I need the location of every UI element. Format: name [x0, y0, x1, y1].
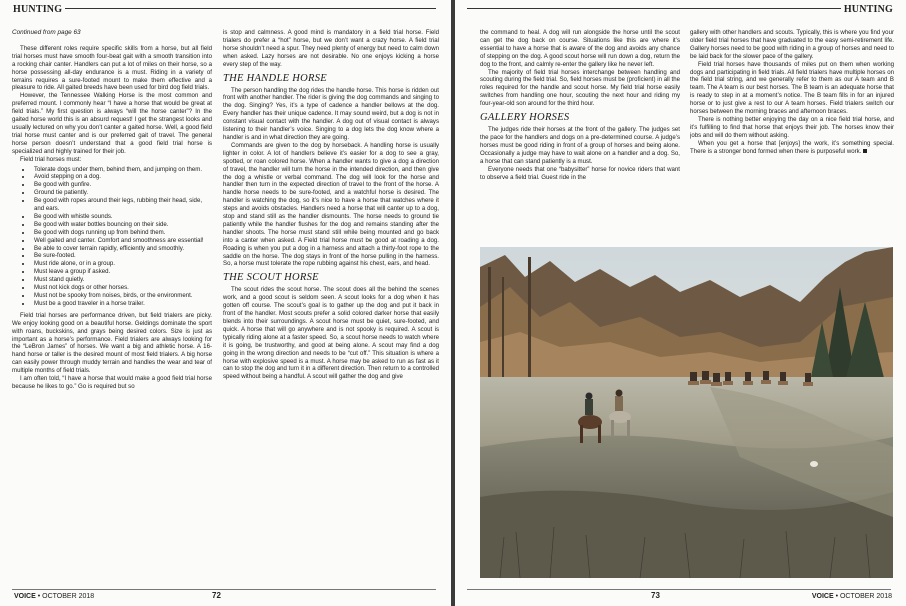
list-item: • Must stand quietly. — [32, 276, 212, 284]
footer-right — [812, 593, 892, 600]
page-number: 72 — [212, 591, 221, 600]
list-item: • Well gaited and canter. Comfort and smoothness are essential! — [32, 237, 212, 245]
paragraph: is stop and calmness. A good mind is mandatory in a field trial horse. Field trialers do prefer a “hot” horse, but we don’t want a crazy horse. A field trial horse shouldn’t need a spur. They need plenty of energy but need to calm down when asked. Lazy horses are not desirable. No one enjoys kicking a horse every step of the way. — [223, 29, 439, 68]
footer-rule — [467, 589, 891, 590]
continued-note: Continued from page 63 — [12, 29, 81, 36]
list-item: • Tolerate dogs under them, behind them, and jumping on them. — [32, 166, 212, 174]
paragraph: Field trial horses must: — [20, 155, 82, 163]
header-rule — [467, 8, 891, 18]
paragraph: Field trial horses have thousands of miles put on them when working dogs and participating in field trials. All field trialers have multiple horses on the field trial string, and we generally refer to them as our A team and B team. The A team is our best horses. The B team is an adequate horse that is ready to step in at a moment’s notice. The B team fills in for an injured horse or to just give a rest to our A team horses. Field trialers switch our horses between the morning braces and afternoon braces. — [690, 60, 894, 116]
field-trial-photo — [480, 247, 893, 578]
list-item: • Be sure-footed. — [32, 252, 212, 260]
footer-date: OCTOBER 2018 — [839, 593, 892, 600]
footer-left — [14, 593, 94, 600]
list-item: • Be able to cover terrain rapidly, efficiently and smoothly. — [32, 245, 212, 253]
right-page — [455, 0, 906, 606]
list-item: • Must ride alone, or in a group. — [32, 260, 212, 268]
footer-separator: • — [835, 593, 840, 600]
paragraph: The person handling the dog rides the handle horse. This horse is ridden out front with another handler. The rider is giving the dog commands and singing to the dog. Singing? Yes, it’s a type of cadence a handler bellows at the dog. Every handler has their unique cadence. It may sound weird, but a dog is not in constant visual contact with the handler. A dog out of visual contact is always listening to their handler’s voice. Singing to a dog lets the dog know where a handler is and in what direction they are going. — [223, 86, 439, 141]
footer-magazine: VOICE — [14, 593, 36, 600]
left-page — [0, 0, 451, 606]
paragraph: These different roles require specific skills from a horse, but all field trial horses must have smooth four-beat gait with a smooth transition into a rocking chair canter. Handlers can put a lot of miles on their horse, so a horse possessing all-day endurance is a must. Riding in a variety of terrains requires a sure-footed mount to make them effective and a pleasure to ride. All gaited breeds have been used for bird dog field trials. — [12, 44, 212, 92]
paragraph: Everyone needs that one “babysitter” horse for novice riders that want to observe a field trial. Guest ride in the — [480, 165, 680, 181]
paragraph: I am often told, “I have a horse that would make a good field trial horse because he likes to go.” Go is required but so — [12, 375, 212, 390]
footer-separator: • — [37, 593, 43, 600]
page-number: 73 — [651, 591, 660, 600]
list-item: • Ground tie patiently. — [32, 189, 212, 197]
left-column-1 — [12, 29, 212, 594]
section-header: HUNTING — [841, 4, 896, 15]
list-item: • Must be a good traveler in a horse trailer. — [32, 300, 212, 308]
paragraph-text: When you get a horse that [enjoys] the work, it’s something special. There is a stronger bond formed when there is purposeful work. — [690, 139, 894, 155]
header-rule — [12, 8, 436, 18]
right-column-2 — [690, 29, 894, 244]
section-title-handle-horse: THE HANDLE HORSE — [223, 72, 327, 84]
requirements-list — [12, 166, 212, 308]
paragraph: gallery with other handlers and scouts. Typically, this is where you find your older field trial horses that have graduated to the easy semi-retirement life. Gallery horses need to be good with riding in a group of horses and need to be laid back for the slower pace of the gallery. — [690, 29, 894, 60]
list-item: • Be good with ropes around their legs, rubbing their head, side, and ears. — [32, 197, 212, 213]
footer-magazine: VOICE — [811, 593, 834, 600]
bird-dog — [810, 461, 818, 467]
section-header: HUNTING — [10, 4, 65, 15]
paragraph: The judges ride their horses at the front of the gallery. The judges set the pace for the handlers and dogs on a pre-determined course. A judge’s horses must be good riding in front of a group of horses and being alone. Occasionally a judge may have to wait alone on a handler and a dog. So, a horse that can stand patiently is a must. — [480, 126, 680, 165]
paragraph: The majority of field trial horses interchange between handling and scouting during the field trial. So, field horses must be (proficient) in all the roles required for the handle and scout horse. My field trial horse easily switches from handling one hour, scouting the next hour and riding my four-year-old son around for the third hour. — [480, 68, 680, 108]
footer-rule — [12, 589, 436, 590]
paragraph — [690, 140, 894, 156]
list-item: • Avoid stepping on a dog. — [32, 173, 212, 181]
list-item: • Be good with water bottles bouncing on their side. — [32, 221, 212, 229]
page-number-right — [651, 591, 660, 600]
list-item: • Be good with whistle sounds. — [32, 213, 212, 221]
list-item: • Be good with dogs running up from behind them. — [32, 229, 212, 237]
left-column-2 — [223, 29, 439, 594]
list-item: • Must not kick dogs or other horses. — [32, 284, 212, 292]
end-of-article-icon — [863, 149, 867, 153]
section-title-scout-horse: THE SCOUT HORSE — [223, 272, 319, 284]
page-number-left — [212, 591, 221, 600]
paragraph: Field trial horses are performance driven, but field trialers are picky. We enjoy looking good on a beautiful horse. Geldings dominate the sport with roans, buckskins, and grays being desired colors. Size is just as important as a horse’s performance. Field trialers are always looking for the “LeBron James” of horses. We want a big and athletic horse. A 16-hand horse or taller is the desired mount of most field trialers. A big horse can easily power through muddy terrain and handles the wear and tear of multiple months of field trials. — [12, 311, 212, 375]
footer-date: OCTOBER 2018 — [42, 593, 95, 600]
list-item: • Must leave a group if asked. — [32, 268, 212, 276]
paragraph: There is nothing better enjoying the day on a nice field trial horse, and it’s fulfilling to find that horse that enjoys their job. The horses know their jobs and will do them without asking. — [690, 115, 894, 139]
paragraph: However, the Tennessee Walking Horse is the most common and preferred mount. I commonly hear “I have a horse that would be great at field trials.” My first question is always “will the horse canter”? In the gaited horse world this is an absurd request! I get the strangest looks and usually lectured on why you don’t canter a gaited horse. Well, a good field trial horse must canter and is our preferred gait of travel. The general horse person doesn’t understand that a good field trial horse is specialized and highly trained for their job. — [12, 92, 212, 155]
paragraph: The scout rides the scout horse. The scout does all the behind the scenes work, and a good scout is seldom seen. A scout looks for a dog when it has gotten off course. The scout’s goal is to gather up the dog and put it back in front of the handler. Most scouts prefer a solid colored darker horse that easily blends into their surroundings. A scout horse must be quiet, sure-footed, and quick. A horse that will go anywhere and is not spooky is required. A scout is typically riding alone at a faster speed. So, a scout horse needs to watch where it is going, be trustworthy, and good at being alone. A scout may find a dog going in the wrong direction and needs to be “cut off.” This situation is where a horse with explosive speed is a must. A horse may be asked to run as fast as it can to stop the dog and turn it in a different direction. Then return to a controlled speed without being a handful. A scout will gather the dog and give — [223, 286, 439, 381]
list-item: • Must not be spooky from noises, birds, or the environment. — [32, 292, 212, 300]
paragraph: the command to heal. A dog will run alongside the horse until the scout can get the dog back on course. Situations like this are where it’s essential to have a horse that is aware of the dog and avoids any chance of stepping on the dog. A good scout horse will run down a dog, return the dog to the front, and calmly re-enter the gallery like he never left. — [480, 29, 680, 68]
paragraph: Commands are given to the dog by horseback. A handling horse is usually lighter in color. A lot of handlers believe it’s easier for a dog to see a gray, spotted, or roan colored horse. When a handler wants to give a dog a direction of travel, the handler will turn the horse in the intended direction, and then give the dog a whistle or verbal command. The dog will look for the horse and handler then turn in the expected direction of travel to the front of the horse. A handle horse needs to be sure-footed, and a watchful horse is desired. The handler is watching the dog, so it’s nice to have a horse that watches where it steps and avoids obstacles. Handlers need a horse that will canter up to a dog, stop and stand still as the handler dismounts. The horse needs to ground tie patiently while the handler flushes for the dog and remains standing after the handler shoots. The horse must stand still while being mounted and go back into a canter when asked. A Field trial horse must be good at roading a dog. Roading is when you put a dog in a harness and attach a thirty-foot rope to the saddle on the horse. The dog stays in front of the horse pulling in the harness. So, a horse must tolerate the rope rubbing against his chest, ears, and head. — [223, 141, 439, 268]
right-column-1 — [480, 29, 680, 244]
section-title-gallery-horses: GALLERY HORSES — [480, 112, 570, 124]
list-item: • Be good with gunfire. — [32, 181, 212, 189]
